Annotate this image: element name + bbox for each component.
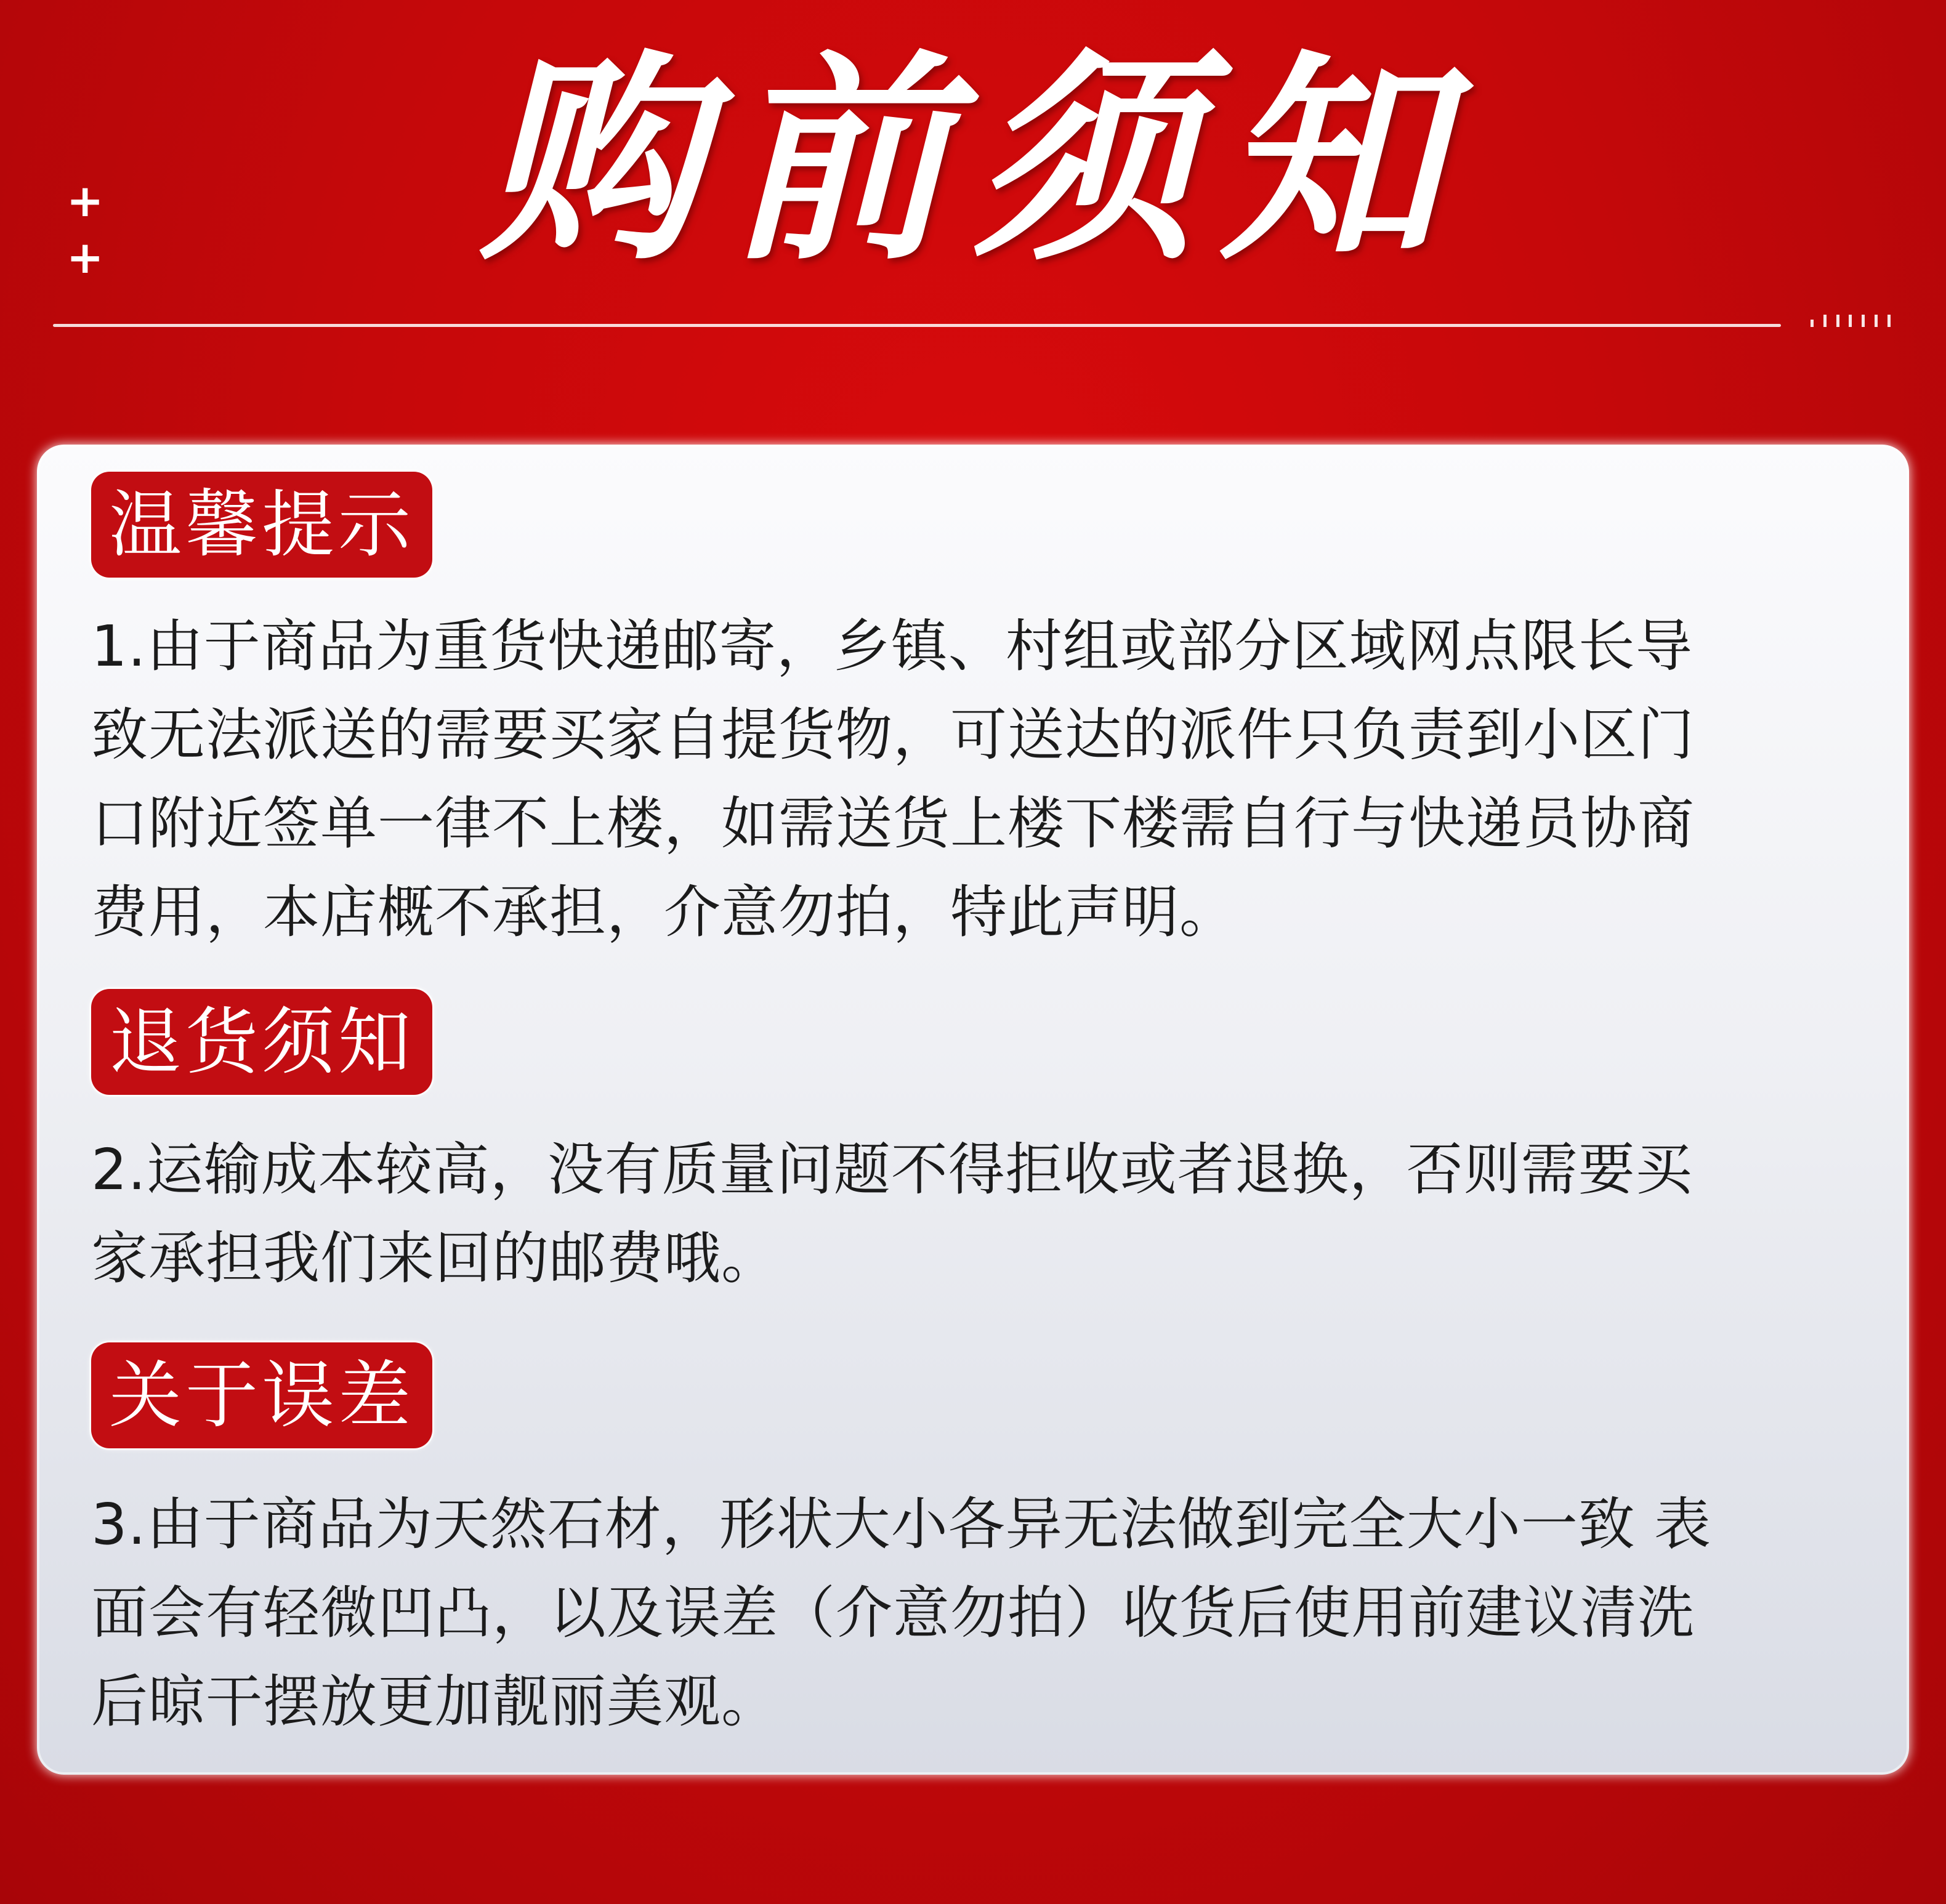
plus-icon: + [67, 175, 104, 227]
section-text-about-variance [91, 1480, 1865, 1746]
text-line: 后晾干摆放更加靓丽美观。 [91, 1669, 779, 1735]
plus-icon: + [67, 232, 104, 283]
header-divider [53, 324, 1781, 327]
text-line: 1.由于商品为重货快递邮寄，乡镇、村组或部分区域网点限长导 [91, 613, 1693, 679]
text-line: 面会有轻微凹凸，以及误差（介意勿拍）收货后使用前建议清洗 [91, 1580, 1695, 1646]
text-line: 3.由于商品为天然石材，形状大小各异无法做到完全大小一致 表 [91, 1491, 1712, 1557]
page-title: 购前须知 [480, 30, 1466, 290]
section-label-warm-tips: 温馨提示 [91, 472, 432, 578]
section-text-warm-tips [91, 602, 1865, 957]
text-line: 2.运输成本较高，没有质量问题不得拒收或者退换，否则需要买 [91, 1137, 1693, 1203]
section-label-about-variance: 关于误差 [91, 1342, 432, 1448]
tick-marks-decoration [1811, 311, 1891, 327]
text-line: 口附近签单一律不上楼，如需送货上楼下楼需自行与快递员协商 [91, 791, 1695, 857]
text-line: 家承担我们来回的邮费哦。 [91, 1225, 779, 1291]
text-line: 费用，本店概不承担，介意勿拍，特此声明。 [91, 879, 1237, 945]
section-text-return-policy [91, 1126, 1865, 1303]
text-line: 致无法派送的需要买家自提货物，可送达的派件只负责到小区门 [91, 702, 1695, 768]
section-label-return-policy: 退货须知 [91, 989, 432, 1095]
